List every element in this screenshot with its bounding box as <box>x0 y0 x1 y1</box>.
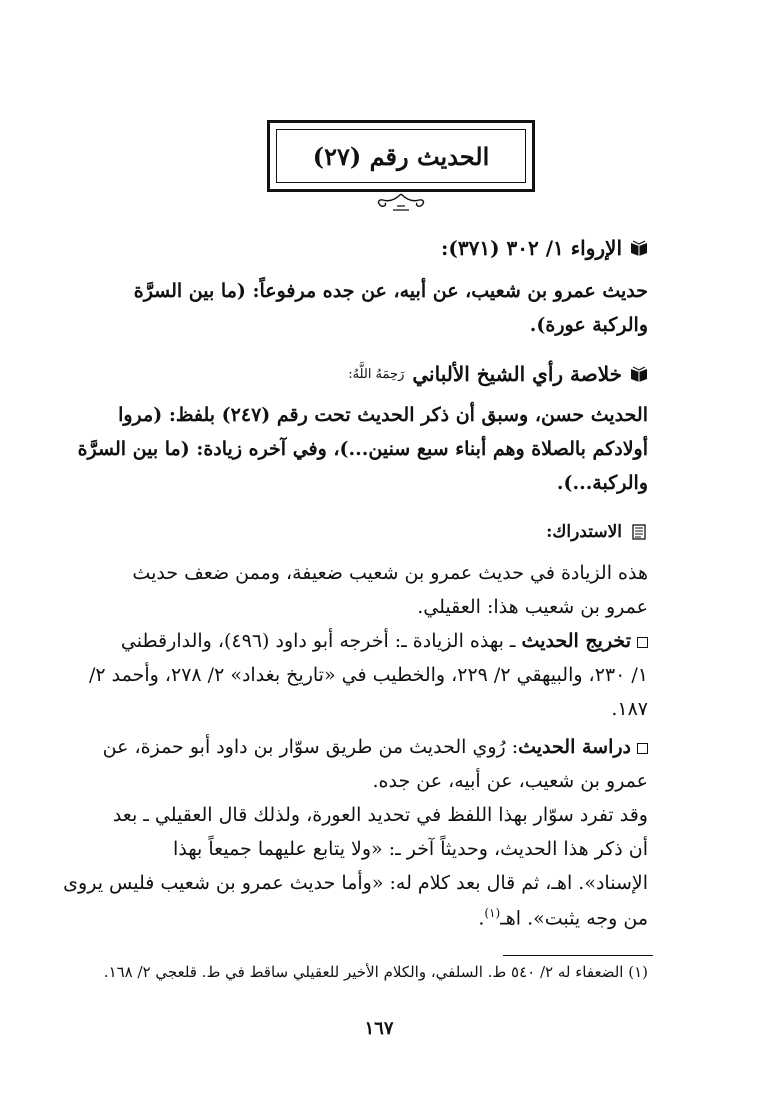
final-line-3: الإسناد». اهـ، ثم قال بعد كلام له: «وأما حديث عمرو بن شعيب فليس يروى <box>63 872 648 894</box>
istidrak-heading: الاستدراك: <box>546 522 622 542</box>
page-number: ١٦٧ <box>364 1018 394 1039</box>
dirasa-line-1 <box>103 736 648 758</box>
final-line-1: وقد تفرد سوّار بهذا اللفظ في تحديد العورة، ولذلك قال العقيلي ـ بعد <box>112 804 648 826</box>
istidrak-intro-line-1: هذه الزيادة في حديث عمرو بن شعيب ضعيفة، وممن ضعف حديث <box>132 562 648 584</box>
section-irwa-heading <box>441 236 648 260</box>
section-albani-heading <box>348 362 648 386</box>
hadith-text-line-1: حديث عمرو بن شعيب، عن أبيه، عن جده مرفوعاً: (ما بين السرَّة <box>133 280 648 302</box>
footnote: (١) الضعفاء له ٢/ ٥٤٠ ط. السلفي، والكلام الأخير للعقيلي ساقط في ط. قلعجي ٢/ ١٦٨. <box>103 963 648 981</box>
albani-text-line-2: أولادكم بالصلاة وهم أبناء سبع سنين...)، وفي آخره زيادة: (ما بين السرَّة <box>77 438 648 460</box>
checkbox-square-icon <box>637 637 648 648</box>
albani-text-line-3: والركبة...). <box>556 472 648 494</box>
final-line-2: أن ذكر هذا الحديث، وحديثاً آخر ـ: «ولا يتابع عليهما جميعاً بهذا <box>173 838 648 860</box>
dirasa-label: دراسة الحديث <box>518 736 631 758</box>
title-box <box>267 120 535 192</box>
section-istidrak-heading <box>546 522 648 542</box>
hadith-text-line-2: والركبة عورة). <box>529 314 648 336</box>
document-icon <box>630 524 648 540</box>
book-icon <box>630 366 648 382</box>
book-icon <box>630 240 648 256</box>
dirasa-line-1-text: : رُوي الحديث من طريق سوّار بن داود أبو حمزة، عن <box>102 736 519 758</box>
irwa-reference: الإرواء ١/ ٣٠٢ (٣٧١): <box>441 236 622 260</box>
title-inner-frame <box>276 129 526 183</box>
ornament-icon <box>371 192 431 214</box>
albani-summary-heading: خلاصة رأي الشيخ الألباني <box>412 362 622 386</box>
takhrij-label: تخريج الحديث <box>521 630 631 652</box>
istidrak-intro-line-2: عمرو بن شعيب هذا: العقيلي. <box>417 596 648 618</box>
hadith-title: الحديث رقم (٢٧) <box>312 141 490 171</box>
footnote-divider <box>503 955 653 956</box>
checkbox-square-icon <box>637 743 648 754</box>
honorific: رَحِمَهُ اللَّهُ: <box>348 366 405 382</box>
footnote-reference: (١) <box>484 906 501 920</box>
takhrij-line-3: ١٨٧. <box>611 698 648 720</box>
albani-text-line-1: الحديث حسن، وسبق أن ذكر الحديث تحت رقم (٢٤٧) بلفظ: (مروا <box>118 404 648 426</box>
dirasa-line-2: عمرو بن شعيب، عن أبيه، عن جده. <box>372 770 648 792</box>
takhrij-line-1 <box>121 630 648 652</box>
last-line-text: من وجه يثبت». اهـ <box>500 907 648 930</box>
takhrij-line-1-text: ـ بهذه الزيادة ـ: أخرجه أبو داود (٤٩٦)، والدارقطني <box>120 630 516 652</box>
takhrij-line-2: ١/ ٢٣٠، والبيهقي ٢/ ٢٢٩، والخطيب في «تاريخ بغداد» ٢/ ٢٧٨، وأحمد ٢/ <box>89 664 648 686</box>
final-line-4: من وجه يثبت». اهـ$^{(١)}$. <box>478 906 648 930</box>
